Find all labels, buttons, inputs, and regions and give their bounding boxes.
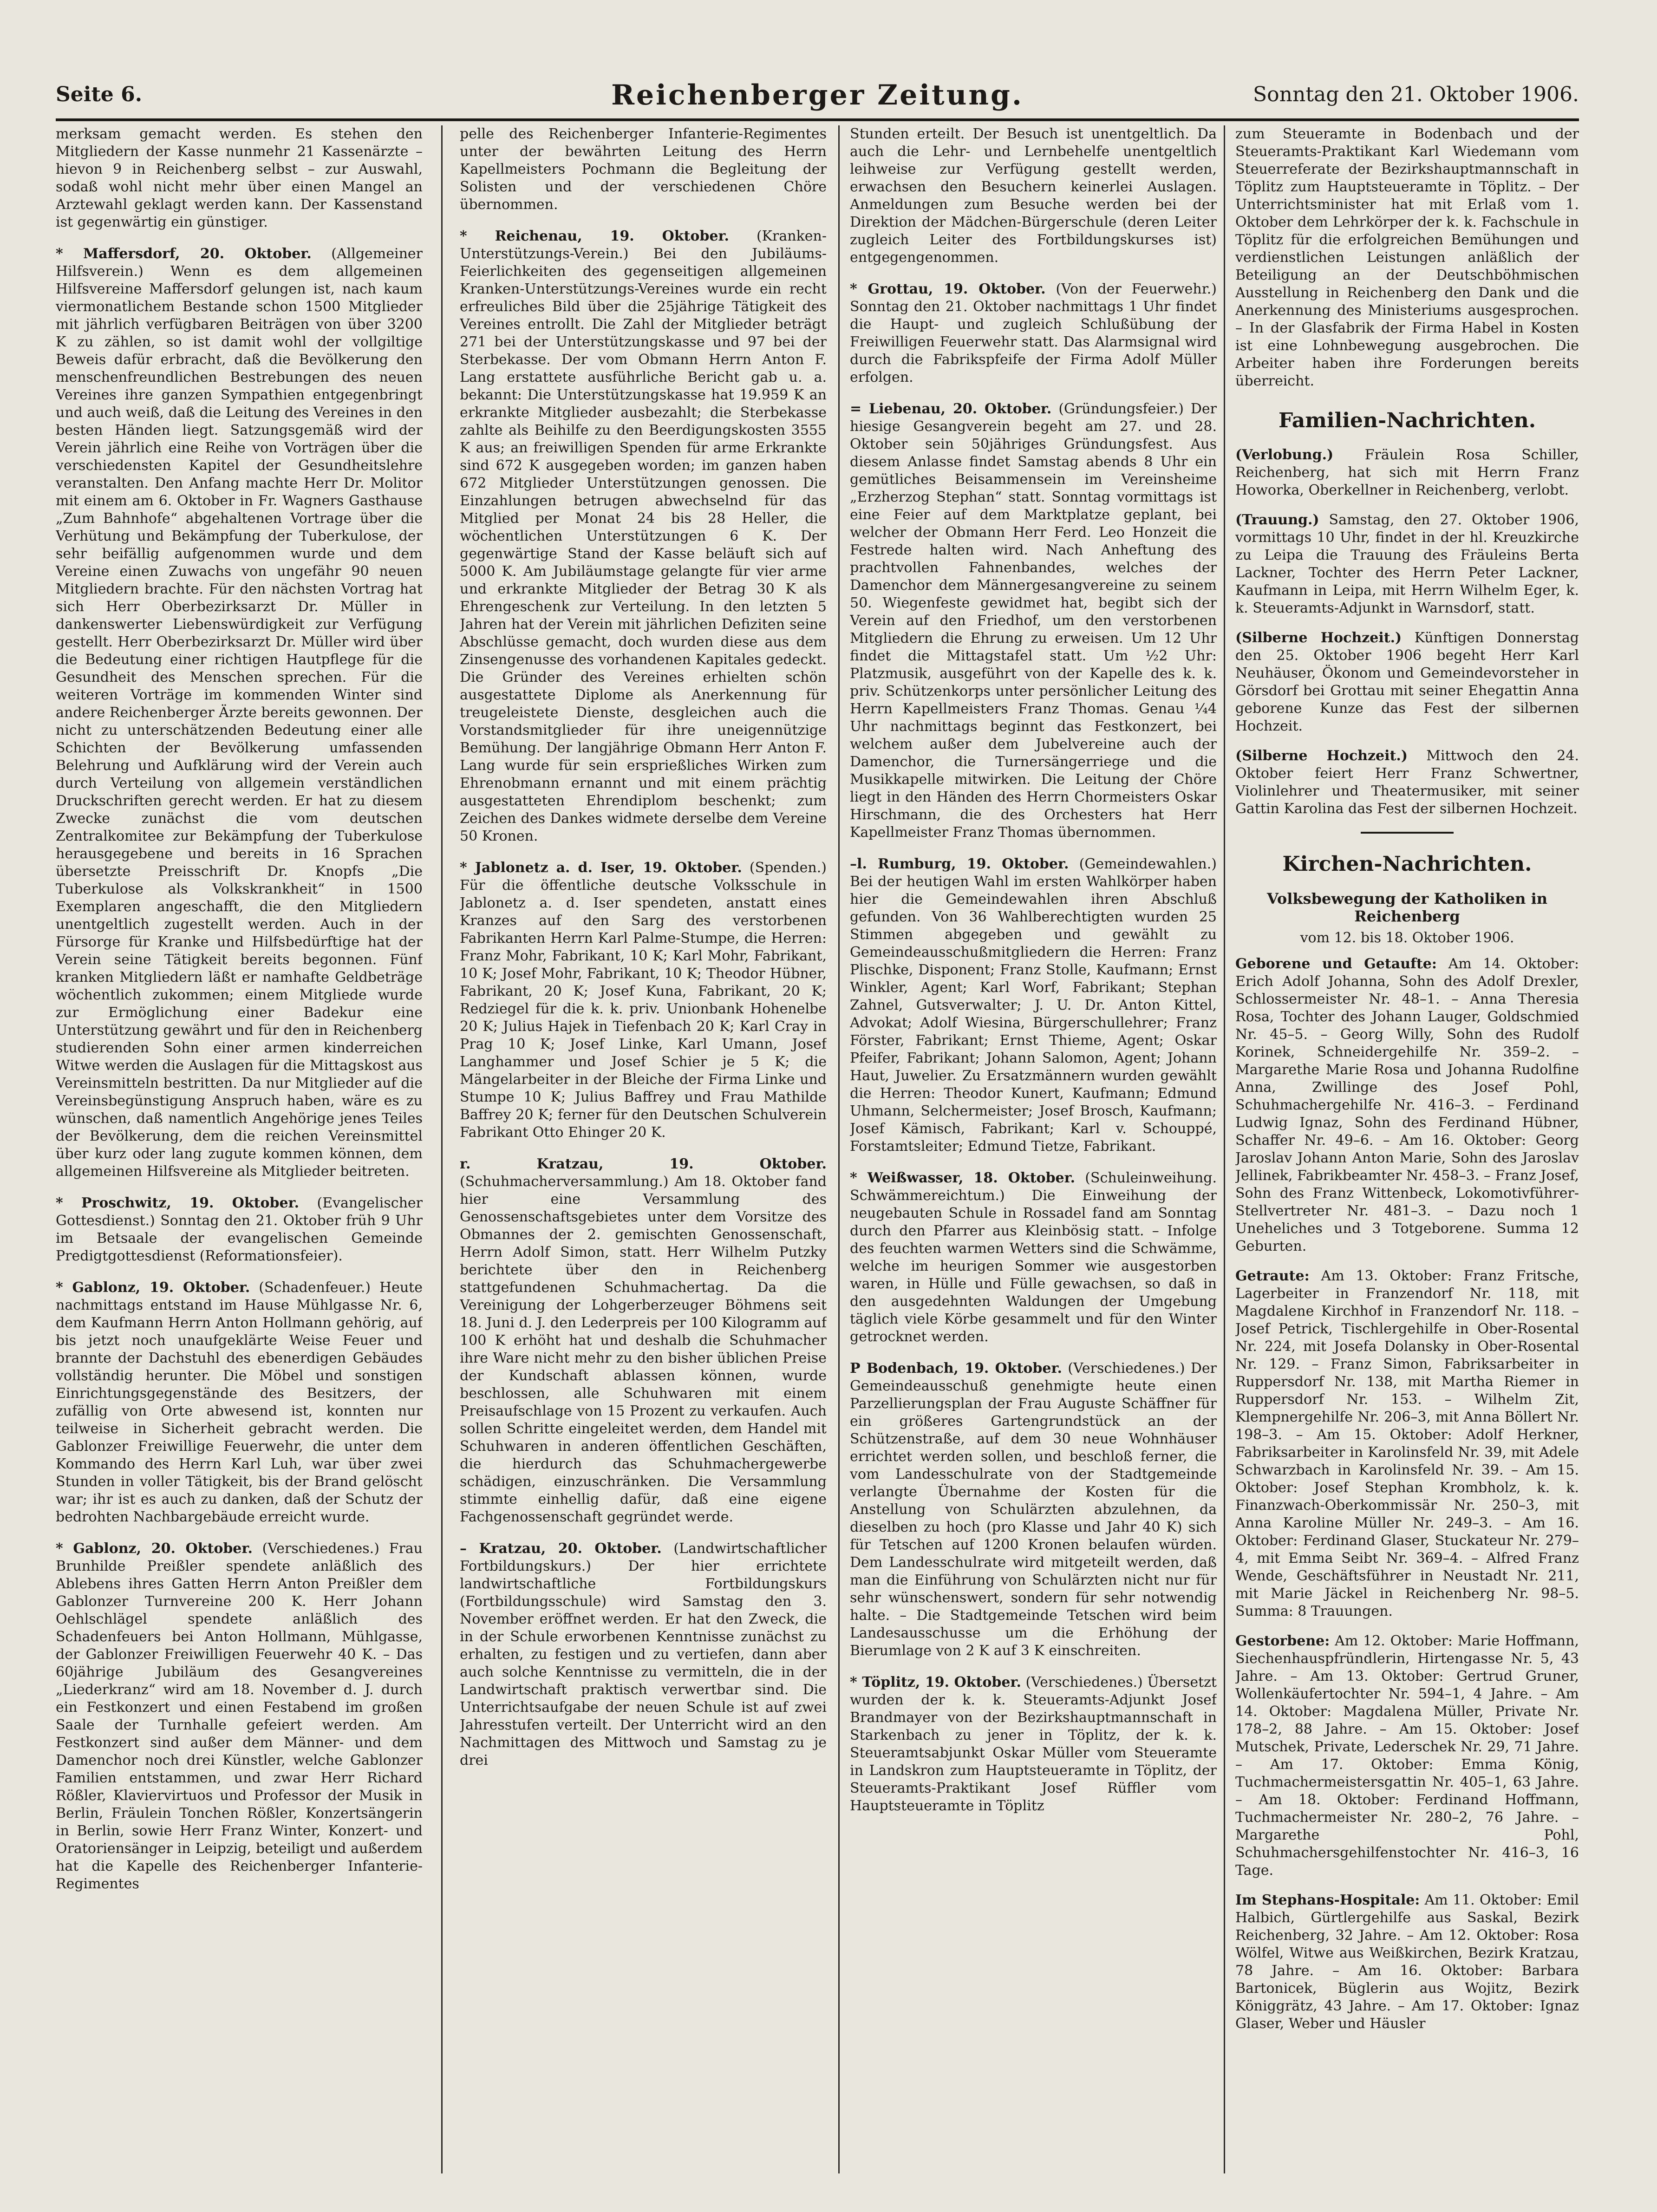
notice-entry: [1235, 1267, 1579, 1620]
article: [56, 1279, 423, 1526]
article-dateline: * Jablonetz a. d. Iser, 19. Oktober.: [460, 860, 742, 876]
article-dateline: –l. Rumburg, 19. Oktober.: [850, 856, 1069, 872]
article-body: (Allgemeiner Hilfsverein.) Wenn es dem allgemeinen Hilfsvereine Maffersdorf gelungen ist, nach kaum viermonatlichem Bestande schon 1500 Mitglieder mit jährlich verfügbaren Beiträgen von über 3200 K zu zählen, so ist damit wohl der vollgiltige Beweis dafür erbracht, daß die Bevölkerung den menschenfreundlichen Bestrebungen des neuen Vereines ihre ganzen Sympathien entgegenbringt und auch weiß, daß die Leitung des Vereines in den besten Händen liegt. Satzungsgemäß wird der Verein jährlich eine Reihe von Vorträgen über die verschiedensten Kapitel der Gesundheitslehre veranstalten. Den Anfang machte Herr Dr. Molitor mit einem am 6. Oktober in Fr. Wagners Gasthause „Zum Bahnhofe“ abgehaltenen Vortrage über die Verhütung und Bekämpfung der Tuberkulose, der sehr beifällig aufgenommen wurde und dem Vereine einen Zuwachs von ungefähr 90 neuen Mitgliedern brachte. Für den nächsten Vortrag hat sich Herr Oberbezirksarzt Dr. Müller in dankenswerter Liebenswürdigkeit zur Verfügung gestellt. Herr Oberbezirksarzt Dr. Müller wird über die Bedeutung einer richtigen Hautpflege für die Gesundheit des Menschen sprechen. Für die weiteren Vorträge im kommenden Winter sind andere Reichenberger Ärzte bereits gewonnen. Der nicht zu unterschätzenden Bedeutung einer alle Schichten der Bevölkerung umfassenden Belehrung und Aufklärung wird der Verein auch durch Verteilung von allgemein verständlichen Druckschriften gerecht werden. Er hat zu diesem Zwecke zunächst die vom deutschen Zentralkomitee zur Bekämpfung der Tuberkulose herausgegebene und bereits in 16 Sprachen übersetzte Preisschrift Dr. Knopfs „Die Tuberkulose als Volkskrankheit“ in 1500 Exemplaren angeschafft, die den Mitgliedern unentgeltlich zugestellt werden. Auch in der Fürsorge für Kranke und Hilfsbedürftige hat der Verein seine Tätigkeit bereits begonnen. Fünf kranken Mitgliedern läßt er namhafte Geldbeträge wöchentlich zukommen; einem Mitgliede wurde zur Ermöglichung einer Badekur eine Unterstützung gewährt und für den in Reichenberg studierenden Sohn einer armen kinderreichen Witwe werden die Auslagen für die Mittagskost aus Vereinsmitteln bestritten. Da nur Mitglieder auf die Vereinsbegünstigung Anspruch haben, wäre es zu wünschen, daß namentlich Angehörige jenes Teiles der Bevölkerung, dem die reichen Vereinsmittel über kurz oder lang zugute kommen können, dem allgemeinen Hilfsvereine als Mitglieder beitreten.: [56, 246, 423, 1180]
issue-date: Sonntag den 21. Oktober 1906.: [1253, 83, 1579, 106]
article-dateline: r. Kratzau, 19. Oktober.: [460, 1156, 827, 1172]
article: [460, 1540, 827, 1769]
article: [850, 125, 1217, 267]
church-news-list: [1235, 955, 1579, 2033]
article-dateline: – Kratzau, 20. Oktober.: [460, 1540, 662, 1557]
article: [460, 859, 827, 1142]
article: [850, 1169, 1217, 1346]
article-body: (Schuleinweihung. Schwämmereichtum.) Die Einweihung der neugebauten Schule in Rossadel fand am Sonntag durch den Pfarrer aus Kleinbösig statt. – Infolge des feuchten warmen Wetters sind die Schwämme, welche im heurigen Sommer wie ausgestorben waren, in Hülle und Fülle gewachsen, so daß in den ausgedehnten Waldungen der Umgebung täglich viele Körbe gesammelt und für den Winter getrocknet werden.: [850, 1170, 1217, 1345]
article-body: pelle des Reichenberger Infanterie-Regimentes unter der bewährten Leitung des Herrn Kapellmeisters Pochmann die Begleitung der Solisten und der verschiedenen Chöre übernommen.: [460, 126, 827, 213]
article-dateline: * Maffersdorf, 20. Oktober.: [56, 246, 312, 262]
notice-entry: [1235, 1632, 1579, 1879]
article-dateline: * Gablonz, 19. Oktober.: [56, 1279, 250, 1296]
article-dateline: * Weißwasser, 18. Oktober.: [850, 1170, 1076, 1186]
notice-label: Geborene und Getaufte:: [1235, 956, 1437, 972]
notice-text: Am 11. Oktober: Emil Halbich, Gürtlergehilfe aus Saskal, Bezirk Reichenberg, 32 Jahre. – Am 12. Oktober: Rosa Wölfel, Witwe aus Weißkirchen, Bezirk Kratzau, 78 Jahre. – Am 16. Oktober: Barbara Bartonicek, Büglerin aus Wojitz, Bezirk Königgrätz, 43 Jahre. – Am 17. Oktober: Ignaz Glaser, Weber und Häusler: [1235, 1892, 1579, 2032]
notice-text: Mittwoch den 24. Oktober feiert Herr Franz Schwertner, Violinlehrer und Theatermusiker, mit seiner Gattin Karolina das Fest der silbernen Hochzeit.: [1235, 748, 1579, 817]
article-dateline: * Töplitz, 19. Oktober.: [850, 1674, 1021, 1690]
column-1: [56, 125, 423, 2173]
article: [850, 1360, 1217, 1660]
notice-text: Fräulein Rosa Schiller, Reichenberg, hat sich mit Herrn Franz Howorka, Oberkellner in Reichenberg, verlobt.: [1235, 447, 1579, 498]
notice-entry: [1235, 747, 1579, 818]
notice-label: Getraute:: [1235, 1268, 1310, 1284]
article: [460, 125, 827, 214]
church-news-date: vom 12. bis 18. Oktober 1906.: [1300, 930, 1514, 946]
article-body: (Von der Feuerwehr.) Sonntag den 21. Oktober nachmittags 1 Uhr findet die Haupt- und zugleich Schlußübung der Freiwilligen Feuerwehr statt. Das Alarmsignal wird durch die Fabrikspfeife der Firma Adolf Müller erfolgen.: [850, 281, 1217, 385]
article-dateline: * Grottau, 19. Oktober.: [850, 281, 1046, 297]
notice-text: Am 14. Oktober: Erich Adolf Johanna, Sohn des Adolf Drexler, Schlossermeister Nr. 48–1. – Anna Theresia Rosa, Tochter des Johann Lauger, Goldschmied Nr. 45–5. – Georg Willy, Sohn des Rudolf Korinek, Schneidergehilfe Nr. 359–2. – Margarethe Marie Rosa und Johanna Rudolfine Anna, Zwillinge des Josef Pohl, Schuhmachergehilfe Nr. 416–3. – Ferdinand Ludwig Ignaz, Sohn des Ferdinand Hübner, Schaffer Nr. 49–6. – Am 16. Oktober: Georg Jaroslav Johann Anton Marie, Sohn des Jaroslav Jellinek, Fabrikbeamter Nr. 458–3. – Franz Josef, Sohn des Franz Wittenbeck, Lokomotivführer-Stellvertreter Nr. 481–3. – Dazu noch 1 Uneheliches und 3 Totgeborene. Summa 12 Geburten.: [1235, 956, 1579, 1254]
notice-text: Am 12. Oktober: Marie Hoffmann, Siechenhauspfründlerin, Hirtengasse Nr. 5, 43 Jahre. – Am 13. Oktober: Gertrud Gruner, Wollenkäufertochter Nr. 594–1, 4 Jahre. – Am 14. Oktober: Magdalena Müller, Private Nr. 178–2, 88 Jahre. – Am 15. Oktober: Josef Mutschek, Private, Lederschek Nr. 29, 71 Jahre. – Am 17. Oktober: Emma König, Tuchmachermeistersgattin Nr. 405–1, 63 Jahre. – Am 18. Oktober: Ferdinand Hoffmann, Tuchmachermeister Nr. 280–2, 76 Jahre. – Margarethe Pohl, Schuhmachersgehilfenstochter Nr. 416–3, 16 Tage.: [1235, 1633, 1579, 1879]
header-rule: [56, 118, 1579, 121]
notice-label: (Trauung.): [1235, 512, 1319, 528]
notice-label: Im Stephans-Hospitale:: [1235, 1892, 1420, 1908]
notice-entry: [1235, 1892, 1579, 2033]
notice-text: Am 13. Oktober: Franz Fritsche, Lagerbeiter in Franzendorf Nr. 118, mit Magdalene Kirchhof in Franzendorf Nr. 118. – Josef Petrick, Tischlergehilfe in Ober-Rosental Nr. 224, mit Josefa Dolansky in Ober-Rosental Nr. 129. – Franz Simon, Fabriksarbeiter in Ruppersdorf Nr. 138, mit Martha Riemer in Ruppersdorf Nr. 153. – Wilhelm Zit, Klempnergehilfe Nr. 206–3, mit Anna Böllert Nr. 198–3. – Am 15. Oktober: Adolf Herkner, Fabriksarbeiter in Karolinsfeld Nr. 39, mit Adele Schwarzbach in Karolinsfeld Nr. 39. – Am 15. Oktober: Josef Stephan Krombholz, k. k. Finanzwach-Oberkommissär Nr. 250–3, mit Anna Karoline Müller Nr. 249–3. – Am 16. Oktober: Ferdinand Glaser, Stuckateur Nr. 279–4, mit Emma Seibt Nr. 369–4. – Alfred Franz Wende, Geschäftsführer in Neustadt Nr. 211, mit Marie Jäckel in Reichenberg Nr. 98–5. Summa: 8 Trauungen.: [1235, 1268, 1579, 1619]
article-body: (Schadenfeuer.) Heute nachmittags entstand im Hause Mühlgasse Nr. 6, dem Kaufmann Herrn Anton Hollmann gehörig, auf bis jetzt noch unaufgeklärte Weise Feuer und brannte der Dachstuhl des ebenerdigen Gebäudes vollständig herunter. Die Möbel und sonstigen Einrichtungsgegenstände des Besitzers, der zufällig von Orte abwesend ist, konnten nur teilweise in Sicherheit gebracht werden. Die Gablonzer Freiwillige Feuerwehr, die unter dem Kommando des Herrn Karl Luh, war über zwei Stunden in voller Tätigkeit, bis der Brand gelöscht war; ihr ist es auch zu danken, daß der Schutz der bedrohten Nachbargebäude erreicht wurde.: [56, 1279, 423, 1525]
notice-label: (Silberne Hochzeit.): [1235, 748, 1408, 764]
article-dateline: = Liebenau, 20. Oktober.: [850, 401, 1052, 417]
article-dateline: P Bodenbach, 19. Oktober.: [850, 1360, 1062, 1377]
article: [850, 281, 1217, 386]
article: [56, 1540, 423, 1893]
article: [460, 1155, 827, 1526]
family-news-list: [1235, 446, 1579, 818]
article: [850, 1674, 1217, 1815]
column-2: [460, 125, 827, 2173]
article: [850, 400, 1217, 842]
article-body: (Kranken-Unterstützungs-Verein.) Bei den Jubiläums-Feierlichkeiten des gegenseitigen allgemeinen Kranken-Unterstützungs-Vereines wurde ein recht erfreuliches Bild über die 25jährige Tätigkeit des Vereines entrollt. Die Zahl der Mitglieder beträgt 271 bei der Unterstützungskasse und 97 bei der Sterbekasse. Der vom Obmann Herrn Anton F. Lang erstattete ausführliche Bericht gab u. a. bekannt: Die Unterstützungskasse hat 19.959 K an erkrankte Mitglieder ausbezahlt; die Sterbekasse zahlte als Beihilfe zu den Beerdigungskosten 3555 K aus; an freiwilligen Spenden für arme Erkrankte sind 672 K ausgegeben worden; im ganzen haben 672 Mitglieder Unterstützungen genossen. Die Einzahlungen betrugen abwechselnd für das Mitglied per Monat 24 bis 28 Heller, die wöchentlichen Unterstützungen 6 K. Der gegenwärtige Stand der Kasse beläuft sich auf 5000 K. Am Jubiläumstage gelangte für vier arme und erkrankte Mitglieder der Betrag 30 K als Ehrengeschenk zur Verteilung. In den letzten 5 Jahren hat der Verein mit jährlichen Defiziten seine Abschlüsse gemacht, doch wurden diese aus dem Zinsengenusse des vorhandenen Kapitales gedeckt. Die Gründer des Vereines erhielten schön ausgestattete Diplome als Anerkennung für treugeleistete Dienste, desgleichen auch die Vorstandsmitglieder für ihre uneigennützige Bemühung. Der langjährige Obmann Herr Anton F. Lang wurde für sein ersprießliches Wirken zum Ehrenobmann ernannt und mit einem prächtig ausgestatteten Ehrendiplom beschenkt; zum Zeichen des Dankes widmete derselbe dem Vereine 50 Kronen.: [460, 228, 827, 844]
notice-label: Gestorbene:: [1235, 1633, 1330, 1649]
article-body: (Gründungsfeier.) Der hiesige Gesangverein begeht am 27. und 28. Oktober sein 50jähriges Gründungsfest. Aus diesem Anlasse findet Samstag abends 8 Uhr ein gemütliches Beisammensein im Vereinsheime „Erzherzog Stephan“ statt. Sonntag vormittags ist eine Feier auf dem Marktplatze geplant, bei welcher der Obmann Herr Ferd. Leo Honzeit die Festrede halten wird. Nach Anheftung des prachtvollen Fahnenbandes, welches der Damenchor dem Männergesangvereine zu seinem 50. Wiegenfeste gewidmet hat, begibt sich der Verein auf den Friedhof, um den verstorbenen Mitgliedern die Ehrung zu erweisen. Um 12 Uhr findet die Mittagstafel statt. Um ½2 Uhr: Platzmusik, ausgeführt von der Kapelle des k. k. priv. Schützenkorps unter persönlicher Leitung des Herrn Kapellmeisters Franz Thomas. Genau ¼4 Uhr nachmittags beginnt das Festkonzert, bei welchem außer dem Jubelvereine auch der Damenchor, die Turnersängerriege und die Musikkapelle mitwirken. Die Leitung der Chöre liegt in den Händen des Herrn Chormeisters Oskar Hirschmann, die des Orchesters hat Herr Kapellmeister Franz Thomas übernommen.: [850, 401, 1217, 841]
page-header: [56, 79, 1579, 114]
article-body: (Schuhmacherversammlung.) Am 18. Oktober fand hier eine Versammlung des Genossenschaftsgebietes unter dem Vorsitze des Obmannes der 2. gemischten Genossenschaft, Herrn Adolf Simon, statt. Herr Wilhelm Putzky berichtete über den in Reichenberg stattgefundenen Schuhmachertag. Da die Vereinigung der Lohgerberzeuger Böhmens seit 18. Juni d. J. den Lederpreis per 100 Kilogramm auf 100 K erhöht hat und deshalb die Schuhmacher ihre Ware nicht mehr zu den bisher üblichen Preise der Kundschaft ablassen können, wurde beschlossen, alle Schuhwaren mit einem Preisaufschlage von 15 Prozent zu verkaufen. Auch sollen Schritte eingeleitet werden, dem Handel mit Schuhwaren in anderen öffentlichen Geschäften, die hierdurch das Schuhmachergewerbe schädigen, einzuschränken. Die Versammlung stimmte einhellig dafür, daß eine eigene Fachgenossenschaft gegründet werde.: [460, 1174, 827, 1525]
article-body: (Spenden.) Für die öffentliche deutsche Volksschule in Jablonetz a. d. Iser spendeten, anstatt eines Kranzes auf den Sarg des verstorbenen Fabrikanten Herrn Karl Palme-Stumpe, die Herren: Franz Mohr, Fabrikant, 10 K; Karl Mohr, Fabrikant, 10 K; Josef Mohr, Fabrikant, 10 K; Theodor Hübner, Fabrikant, 20 K; Josef Kuna, Fabrikant, 20 K; Redziegel für die k. k. priv. Unionbank Hohenelbe 20 K; Julius Hajek in Tiefenbach 20 K; Karl Cray in Prag 10 K; Josef Linke, Karl Umann, Josef Langhammer und Josef Schier je 5 K; die Mängelarbeiter in der Bleiche der Firma Linke und Stumpe 10 K; Julius Baffrey und Frau Mathilde Baffrey 20 K; ferner für den Deutschen Schulverein Fabrikant Otto Ehinger 20 K.: [460, 860, 827, 1141]
masthead: Reichenberger Zeitung.: [611, 79, 1024, 111]
column-rule: [441, 125, 443, 2173]
article-dateline: * Reichenau, 19. Oktober.: [460, 228, 729, 244]
article-dateline: * Proschwitz, 19. Oktober.: [56, 1195, 300, 1211]
column-rule: [1224, 125, 1225, 2173]
article-body: (Verschiedenes.) Der Gemeindeausschuß genehmigte heute einen Parzellierungsplan der Frau Auguste Schäffner für ein größeres Gartengrundstück an der Schützenstraße, auf dem 30 neue Wohnhäuser errichtet werden sollen, und beschloß ferner, die vom Landesschulrate von der Stadtgemeinde verlangte Übernahme der Kosten für die Anstellung von Schulärzten abzulehnen, da dieselben zu hoch (pro Klasse und Jahr 40 K) sich für Tetschen auf 1200 Kronen belaufen würden. Dem Landesschulrate wird mitgeteilt werden, daß man die Einführung von Schulärzten nicht nur für sehr wünschenswert, sondern für sehr notwendig halte. – Die Stadtgemeinde Tetschen wird beim Landesausschusse um die Erhöhung der Bierumlage von 2 K auf 3 K einschreiten.: [850, 1360, 1217, 1659]
article: [56, 125, 423, 231]
notice-entry: [1235, 511, 1579, 617]
article-body: (Verschiedenes.) Übersetzt wurden der k. k. Steueramts-Adjunkt Josef Brandmayer von der Bezirkshauptmannschaft in Starkenbach zu jener in Töplitz, der k. k. Steueramtsabjunkt Oskar Müller vom Steueramte in Landskron zum Hauptsteueramte in Töplitz, der Steueramts-Praktikant Josef Rüffler vom Hauptsteueramte in Töplitz: [850, 1674, 1217, 1814]
article-body: (Landwirtschaftlicher Fortbildungskurs.) Der hier errichtete landwirtschaftliche Fortbildungskurs (Fortbildungsschule) wird Samstag den 3. November eröffnet werden. Er hat den Zweck, die in der Schule erworbenen Kenntnisse zunächst zu erhalten, zu festigen und zu vertiefen, dann aber auch solche Kenntnisse zu vermitteln, die in der Landwirtschaft praktisch verwertbar sind. Die Unterrichtsaufgabe der neuen Schule ist auf zwei Jahresstufen verteilt. Der Unterricht wird an den Nachmittagen des Mittwoch und Samstag zu je drei: [460, 1540, 827, 1768]
article: [56, 1194, 423, 1265]
article: [850, 855, 1217, 1155]
section-divider: [1361, 832, 1454, 834]
article-body: (Evangelischer Gottesdienst.) Sonntag den 21. Oktober früh 9 Uhr im Betsaale der evangelischen Gemeinde Predigtgottesdienst (Reformationsfeier).: [56, 1195, 423, 1264]
column-3: [850, 125, 1217, 2173]
article: [460, 228, 827, 845]
page-number: Seite 6.: [56, 83, 143, 106]
column-rule: [838, 125, 840, 2173]
notice-label: (Silberne Hochzeit.): [1235, 630, 1402, 646]
church-news-subtitle: Volksbewegung der Katholiken in Reichenberg: [1267, 890, 1547, 925]
article-body: Stunden erteilt. Der Besuch ist unentgeltlich. Da auch die Lehr- und Lernbehelfe unentgeltlich leihweise zur Verfügung gestellt werden, erwachsen den Besuchern keinerlei Auslagen. Anmeldungen zum Besuche werden bei der Direktion der Mädchen-Bürgerschule (deren Leiter zugleich Leiter des Fortbildungskurses ist) entgegengenommen.: [850, 126, 1217, 266]
article-dateline: * Gablonz, 20. Oktober.: [56, 1540, 253, 1557]
article-continuation: zum Steueramte in Bodenbach und der Steueramts-Praktikant Karl Wiedemann vom Steuerreferate der Bezirkshauptmannschaft in Töplitz zum Hauptsteueramte in Töplitz. – Der Unterrichtsminister hat mit Erlaß vom 1. Oktober dem Lehrkörper der k. k. Fachschule in Töplitz für die erfolgreichen Bemühungen und verdienstlichen Leistungen anläßlich der Beteiligung an der Deutschböhmischen Ausstellung in Reichenberg den Dank und die Anerkennung des Ministeriums ausgesprochen. – In der Glasfabrik der Firma Habel in Kosten ist eine Lohnbewegung ausgebrochen. Die Arbeiter haben ihre Forderungen bereits überreicht.: [1235, 126, 1579, 389]
family-news-title: Familien-Nachrichten.: [1278, 409, 1536, 432]
column-4: [1235, 125, 1579, 2173]
article-body: (Verschiedenes.) Frau Brunhilde Preißler spendete anläßlich des Ablebens ihres Gatten Herrn Anton Preißler dem Gablonzer Turnvereine 200 K. Herr Johann Oehlschlägel spendete anläßlich des Schadenfeuers bei Anton Hollmann, Mühlgasse, der Gablonzer Freiwilligen Feuerwehr 40 K. – Das 60jährige Jubiläum des Gesangvereines „Liederkranz“ wird am 18. November d. J. durch ein Festkonzert und einen Festabend im großen Saale der Turnhalle gefeiert werden. Am Festkonzert sind außer dem Männer- und dem Damenchor noch drei Künstler, welche Gablonzer Familien entstammen, und zwar Herr Richard Rößler, Klaviervirtuos und Professor der Musik in Berlin, Fräulein Tonchen Rößler, Konzertsängerin in Berlin, sowie Herr Franz Winter, Konzert- und Oratoriensänger in Leipzig, beteiligt und außerdem hat die Kapelle des Reichenberger Infanterie-Regimentes: [56, 1540, 423, 1892]
article: [56, 245, 423, 1181]
church-news-title: Kirchen-Nachrichten.: [1282, 852, 1532, 876]
article-body: merksam gemacht werden. Es stehen den Mitgliedern der Kasse nunmehr 21 Kassenärzte – hievon 9 in Reichenberg selbst – zur Auswahl, sodaß wohl nicht mehr über einen Mangel an Arztewahl geklagt werden kann. Der Kassenstand ist gegenwärtig ein günstiger.: [56, 126, 423, 230]
notice-text: Samstag, den 27. Oktober 1906, vormittags 10 Uhr, findet in der hl. Kreuzkirche zu Leipa die Trauung des Fräuleins Berta Lackner, Tochter des Herrn Peter Lackner, Kaufmann in Leipa, mit Herrn Wilhelm Eger, k. k. Steueramts-Adjunkt in Warnsdorf, statt.: [1235, 512, 1579, 616]
notice-text: Künftigen Donnerstag den 25. Oktober 1906 begeht Herr Karl Neuhäuser, Ökonom und Gemeindevorsteher in Görsdorf bei Grottau mit seiner Ehegattin Anna geborene Kunze das Fest der silbernen Hochzeit.: [1235, 630, 1579, 734]
notice-entry: [1235, 955, 1579, 1255]
notice-label: (Verlobung.): [1235, 447, 1334, 463]
article-body: (Gemeindewahlen.) Bei der heutigen Wahl im ersten Wahlkörper haben hier die Gemeindewahlen ihren Abschluß gefunden. Von 36 Wahlberechtigten wurden 25 Stimmen abgegeben und gewählt zu Gemeindeausschußmitgliedern die Herren: Franz Plischke, Disponent; Franz Stolle, Kaufmann; Ernst Winkler, Agent; Karl Worf, Fabrikant; Stephan Zahnel, Gutsverwalter; J. U. Dr. Anton Kittel, Advokat; Adolf Wiesina, Bürgerschullehrer; Franz Förster, Fabrikant; Ernst Thieme, Agent; Oskar Pfeifer, Fabrikant; Johann Salomon, Agent; Johann Haut, Juwelier. Zu Ersatzmännern wurden gewählt die Herren: Theodor Kunert, Kaufmann; Edmund Uhmann, Selchermeister; Josef Brosch, Kaufmann; Josef Kämisch, Fabrikant; Karl v. Schouppé, Forstamtsleiter; Edmund Tietze, Fabrikant.: [850, 856, 1217, 1155]
notice-entry: [1235, 446, 1579, 499]
notice-entry: [1235, 629, 1579, 735]
